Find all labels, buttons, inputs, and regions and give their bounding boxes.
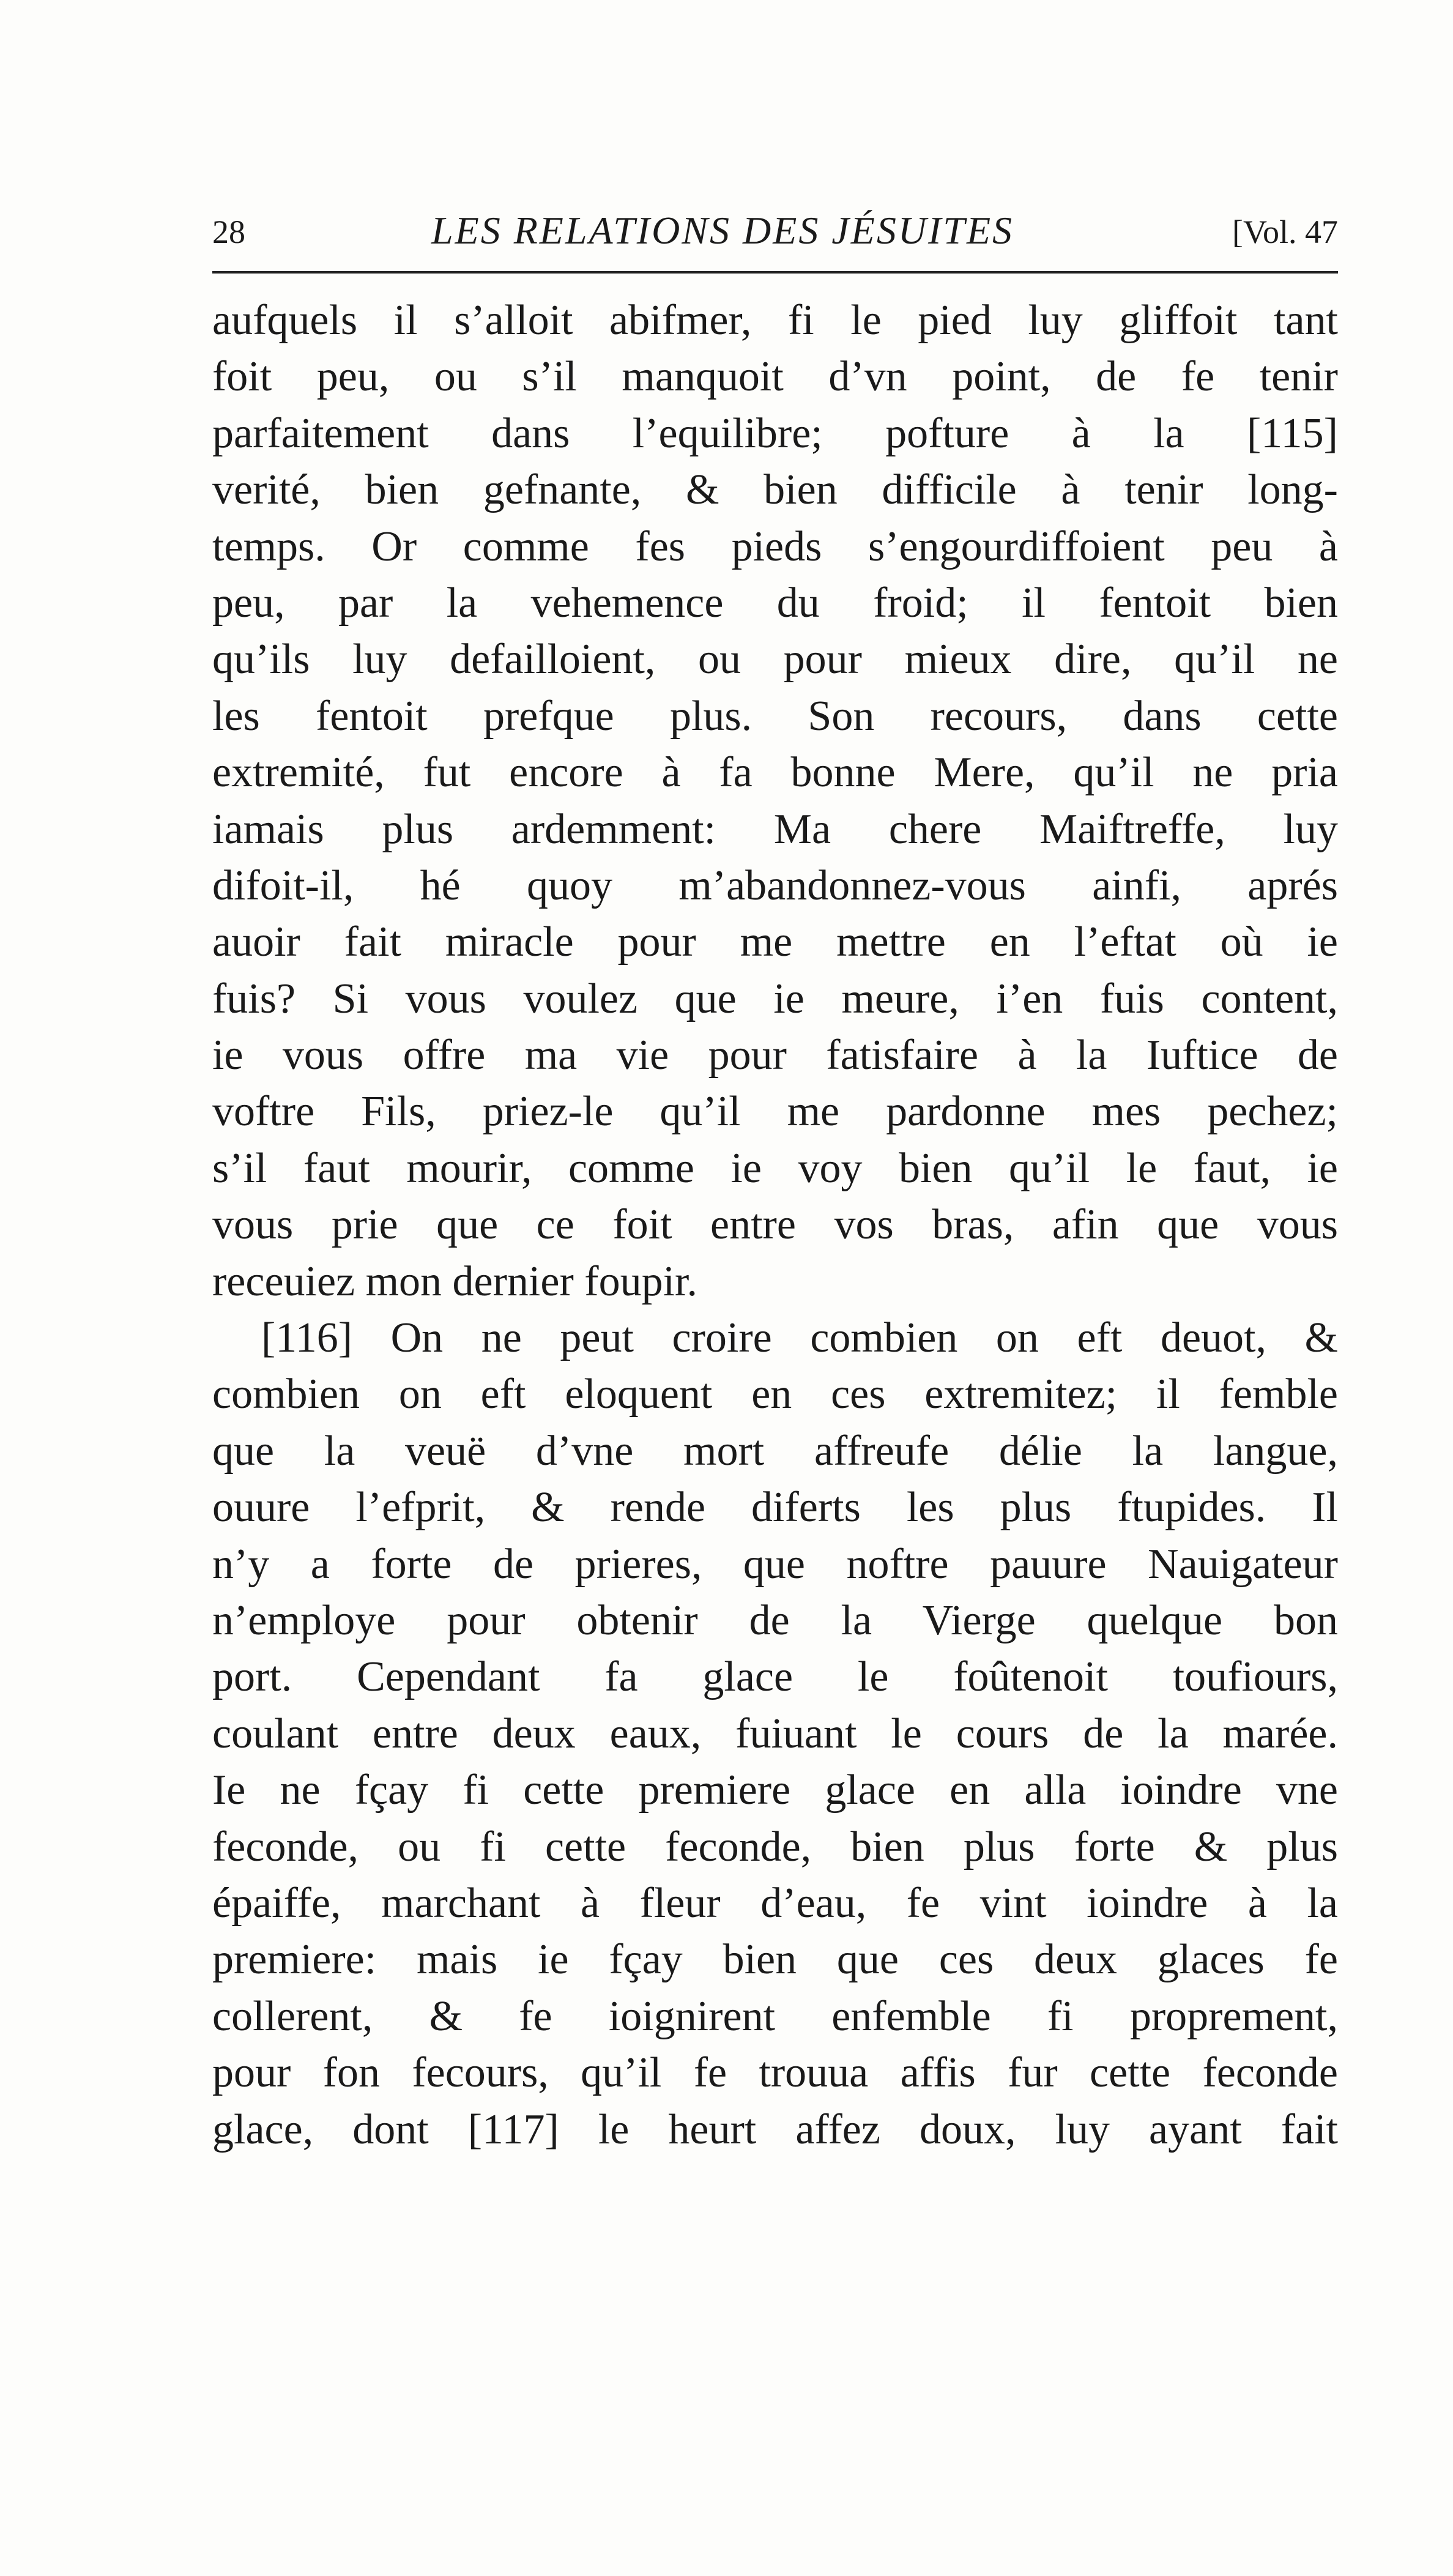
text-line: parfaitement dans l’equilibre; pofture à la [115] (212, 409, 1338, 457)
text-line: glace, dont [117] le heurt affez doux, luy ayant fait (212, 2105, 1338, 2153)
text-line: [116] On ne peut croire combien on eft deuot, & (261, 1314, 1338, 1362)
text-line: foit peu, ou s’il manquoit d’vn point, de fe tenir (212, 353, 1338, 401)
text-line: coulant entre deux eaux, fuiuant le cours de la marée. (212, 1710, 1338, 1757)
text-line: ie vous offre ma vie pour fatisfaire à la Iuftice de (212, 1032, 1338, 1079)
text-line: collerent, & fe ioignirent enfemble fi proprement, (212, 1992, 1338, 2040)
text-line: qu’ils luy defailloient, ou pour mieux dire, qu’il ne (212, 636, 1338, 683)
text-line: port. Cependant fa glace le foûtenoit toufiours, (212, 1653, 1338, 1701)
text-line: voftre Fils, priez-le qu’il me pardonne mes pechez; (212, 1088, 1338, 1136)
text-line: que la veuë d’vne mort affreufe délie la langue, (212, 1427, 1338, 1475)
text-line: premiere: mais ie fçay bien que ces deux glaces fe (212, 1936, 1338, 1984)
text-line: combien on eft eloquent en ces extremitez; il femble (212, 1371, 1338, 1418)
body-text (212, 292, 1338, 2158)
text-line: verité, bien gefnante, & bien difficile à tenir long- (212, 466, 1338, 514)
page-header (212, 202, 1338, 257)
text-line: extremité, fut encore à fa bonne Mere, qu’il ne pria (212, 749, 1338, 797)
text-line: temps. Or comme fes pieds s’engourdiffoient peu à (212, 523, 1338, 570)
text-line: receuiez mon dernier foupir. (212, 1257, 697, 1305)
text-line: ouure l’efprit, & rende diferts les plus ftupides. Il (212, 1484, 1338, 1532)
text-line: n’y a forte de prieres, que noftre pauure Nauigateur (212, 1540, 1338, 1588)
text-line: s’il faut mourir, comme ie voy bien qu’il le faut, ie (212, 1144, 1338, 1192)
text-line: Ie ne fçay fi cette premiere glace en alla ioindre vne (212, 1766, 1338, 1814)
text-line: difoit-il, hé quoy m’abandonnez-vous ainfi, aprés (212, 862, 1338, 909)
page-number: 28 (212, 214, 245, 250)
volume-label: [Vol. 47 (1232, 214, 1338, 250)
text-line: vous prie que ce foit entre vos bras, afin que vous (212, 1201, 1338, 1249)
text-line: peu, par la vehemence du froid; il fentoit bien (212, 579, 1338, 627)
text-line: auoir fait miracle pour me mettre en l’eftat où ie (212, 918, 1338, 966)
text-line: les fentoit prefque plus. Son recours, dans cette (212, 692, 1338, 740)
header-rule (212, 271, 1338, 274)
text-line: épaiffe, marchant à fleur d’eau, fe vint ioindre à la (212, 1879, 1338, 1927)
text-line: pour fon fecours, qu’il fe trouua affis fur cette feconde (212, 2049, 1338, 2097)
text-line: aufquels il s’alloit abifmer, fi le pied luy gliffoit tant (212, 297, 1338, 344)
text-line: fuis? Si vous voulez que ie meure, i’en fuis content, (212, 975, 1338, 1022)
running-title: LES RELATIONS DES JÉSUITES (431, 209, 1014, 252)
text-line: n’employe pour obtenir de la Vierge quelque bon (212, 1596, 1338, 1644)
text-line: iamais plus ardemment: Ma chere Maiftreffe, luy (212, 805, 1338, 853)
text-line: feconde, ou fi cette feconde, bien plus forte & plus (212, 1823, 1338, 1871)
